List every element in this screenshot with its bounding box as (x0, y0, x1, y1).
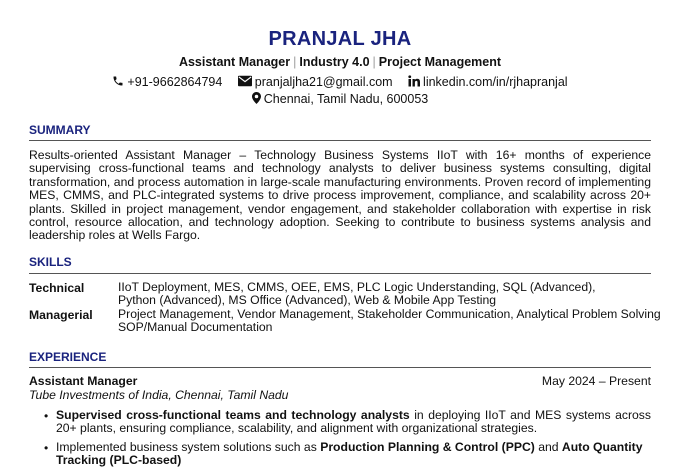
bullet-bold: Tracking (PLC-based) (56, 453, 182, 468)
section-divider (29, 140, 651, 141)
contact-line (0, 75, 680, 89)
skills-heading: SKILLS (29, 255, 72, 269)
skill-list-technical (118, 281, 678, 308)
experience-heading: EXPERIENCE (29, 350, 107, 364)
tagline (0, 55, 680, 69)
job-bullet (56, 409, 651, 436)
tagline-focus: Industry 4.0 (299, 55, 370, 69)
linkedin-icon (408, 75, 420, 87)
skill-label-managerial: Managerial (29, 308, 93, 322)
job-company: Tube Investments of India, Chennai, Tamil Nadu (29, 388, 289, 402)
job-dates: May 2024 – Present (541, 374, 651, 388)
summary-heading: SUMMARY (29, 123, 91, 137)
location-pin-icon (252, 92, 261, 104)
skill-line: SOP/Manual Documentation (118, 320, 273, 335)
section-divider (29, 367, 651, 368)
location-text: Chennai, Tamil Nadu, 600053 (263, 92, 429, 106)
skill-line: Project Management, Vendor Management, Stakeholder Communication, Analytical Problem Solving (118, 307, 661, 321)
tagline-separator: | (372, 55, 376, 69)
summary-text: Results-oriented Assistant Manager – Technology Business Systems IIoT with 16+ months of experience supervising cross-functional teams and technology analysts to deliver business systems consulting, digital transformation, and process automation in large-scale manufacturing environments. Proven record of implementing MES, CMMS, and PLC-integrated systems to drive process improvement, compliance, and scalability across 20+ plants. Skilled in project management, vendor engagement, and stakeholder collaboration with expertise in risk control, resource allocation, and technology adoption. Seeking to contribute to business systems analysis and leadership roles at Wells Fargo. (29, 148, 651, 243)
bullet-bold: Production Planning & Control (PPC) (320, 440, 535, 454)
bullet-bold: Auto Quantity (561, 440, 643, 454)
bullet-rest: in deploying IIoT and MES systems across 20+ plants, ensuring compliance, scalability, and alignment with organizational strategies. (56, 408, 651, 436)
email-address: pranjaljha21@gmail.com (254, 75, 393, 89)
tagline-separator: | (293, 55, 297, 69)
phone-contact[interactable] (112, 75, 222, 89)
section-divider (29, 273, 651, 274)
bullet-marker: • (44, 409, 49, 423)
phone-icon (112, 75, 124, 87)
email-icon (238, 75, 252, 87)
bullet-mid: and (534, 440, 562, 454)
skill-line: IIoT Deployment, MES, CMMS, OEE, EMS, PLC Logic Understanding, SQL (Advanced), (118, 280, 596, 294)
tagline-skill: Project Management (378, 55, 502, 69)
email-contact[interactable] (238, 75, 393, 89)
linkedin-url: linkedin.com/in/rjhapranjal (423, 75, 568, 89)
bullet-pre: Implemented business system solutions such as (56, 440, 321, 454)
linkedin-contact[interactable] (408, 75, 568, 89)
skill-list-managerial (118, 308, 678, 335)
bullet-marker: • (44, 441, 49, 455)
tagline-role: Assistant Manager (178, 55, 291, 69)
job-bullet (56, 441, 651, 468)
location-line (0, 92, 680, 106)
job-title: Assistant Manager (29, 374, 138, 388)
candidate-name: PRANJAL JHA (268, 28, 412, 50)
skill-line: Python (Advanced), MS Office (Advanced), Web & Mobile App Testing (118, 293, 497, 308)
bullet-bold: Supervised cross-functional teams and technology analysts (56, 408, 410, 422)
skill-label-technical: Technical (29, 281, 85, 295)
phone-number: +91-9662864794 (127, 75, 223, 89)
